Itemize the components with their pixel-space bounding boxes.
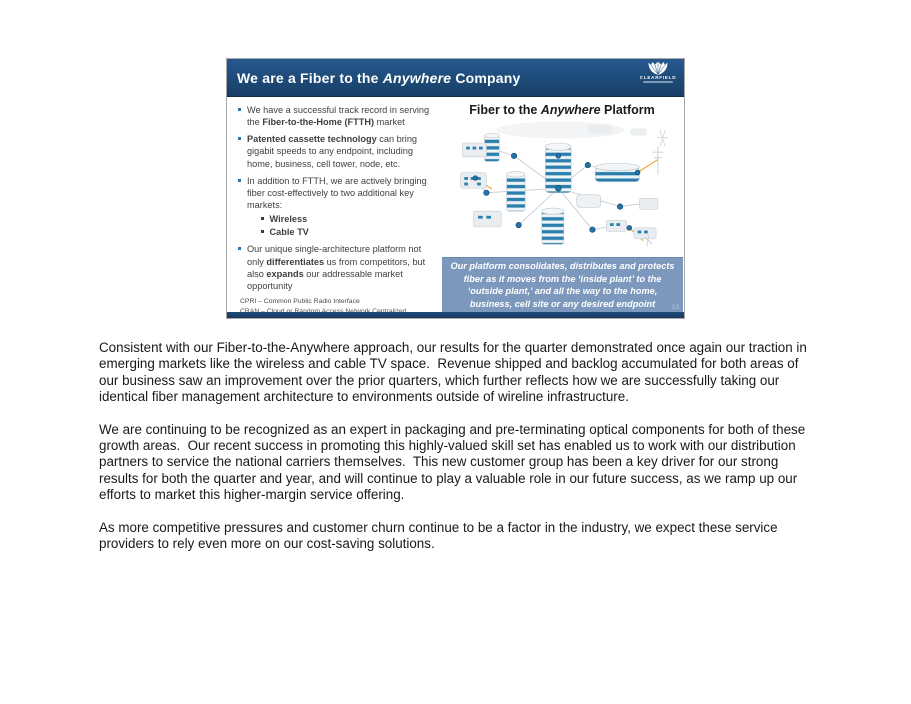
slide-page-number: 13 [671,304,679,311]
logo-text: CLEARFIELD [639,75,677,80]
sub-bullet-list [247,213,434,238]
slide-bullet-column [227,97,440,312]
network-diagram [440,119,684,257]
bullet-text: Patented cassette technology can bring gigabit speeds to any endpoint, including home, business, cell tower, node, etc. [247,134,418,169]
sub-bullet-item [247,226,434,238]
shell-icon [637,61,679,75]
footnote-line: CPRI – Common Public Radio Interface [240,297,360,305]
network-diagram-art [440,119,684,257]
platform-panel [440,97,684,312]
paragraph-3: As more competitive pressures and customer churn continue to be a factor in the industry, we expect these service providers to rely even more on our cost-saving solutions. [99,519,782,552]
caption-box [442,257,683,312]
sub-bullet-text: Wireless [269,214,308,225]
bullet-marker [261,230,264,233]
sub-bullet-text: Cable TV [269,227,309,238]
bullet-item [236,104,434,128]
bullet-item [236,175,434,239]
bullet-item [236,133,434,169]
bullet-marker [238,247,241,250]
slide-header [227,59,684,97]
bullet-text: In addition to FTTH, we are actively bringing fiber cost-effectively to two additional key markets: Wireless Cable TV [247,175,434,239]
bullet-text: Our unique single-architecture platform not only differentiates us from competitors, but also expands our addressable market opportunity [247,244,426,291]
logo-tagline-bar [643,81,673,83]
bullet-marker [261,217,264,220]
paragraph-2: We are continuing to be recognized as an expert in packaging and pre-terminating optical components for both of these growth areas. Our recent success in promoting this highly-valued skill set has enabled us to work with our distribution partners to service the national carriers themselves. This new customer group has been a key driver for our strong results for both the quarter and year, and will continue to play a valuable role in our future success, as we ramp up our efforts to market this higher-margin service offering. [99,421,809,503]
slide-body [227,97,684,312]
slide-bottom-strip [227,312,684,318]
platform-title: Fiber to the Anywhere Platform [469,103,655,117]
clearfield-logo [637,61,679,83]
paragraph-1: Consistent with our Fiber-to-the-Anywhere approach, our results for the quarter demonstrated once again our traction in emerging markets like the wireless and cable TV space. Revenue shipped and backlog accumulated for both areas of our business saw an improvement over the prior quarters, which further reflects how we are successfully taking our identical fiber management architecture to environments outside of wireline infrastructure. [99,340,811,405]
bullet-text: We have a successful track record in serving the Fiber-to-the-Home (FTTH) market [247,105,430,128]
letter-body [99,340,813,568]
embedded-slide [226,58,685,319]
bullet-list [236,104,434,297]
bullet-marker [238,179,241,182]
sub-bullet-item [247,213,434,225]
bullet-marker [238,108,241,111]
bullet-item [236,243,434,292]
slide-title: We are a Fiber to the Anywhere Company [237,69,521,86]
caption-text: Our platform consolidates, distributes and protects fiber as it moves from the ‘inside plant’ to the ‘outside plant,’ and all the way to the home, business, cell site or any desired endpoint [450,261,675,309]
bullet-marker [238,137,241,140]
